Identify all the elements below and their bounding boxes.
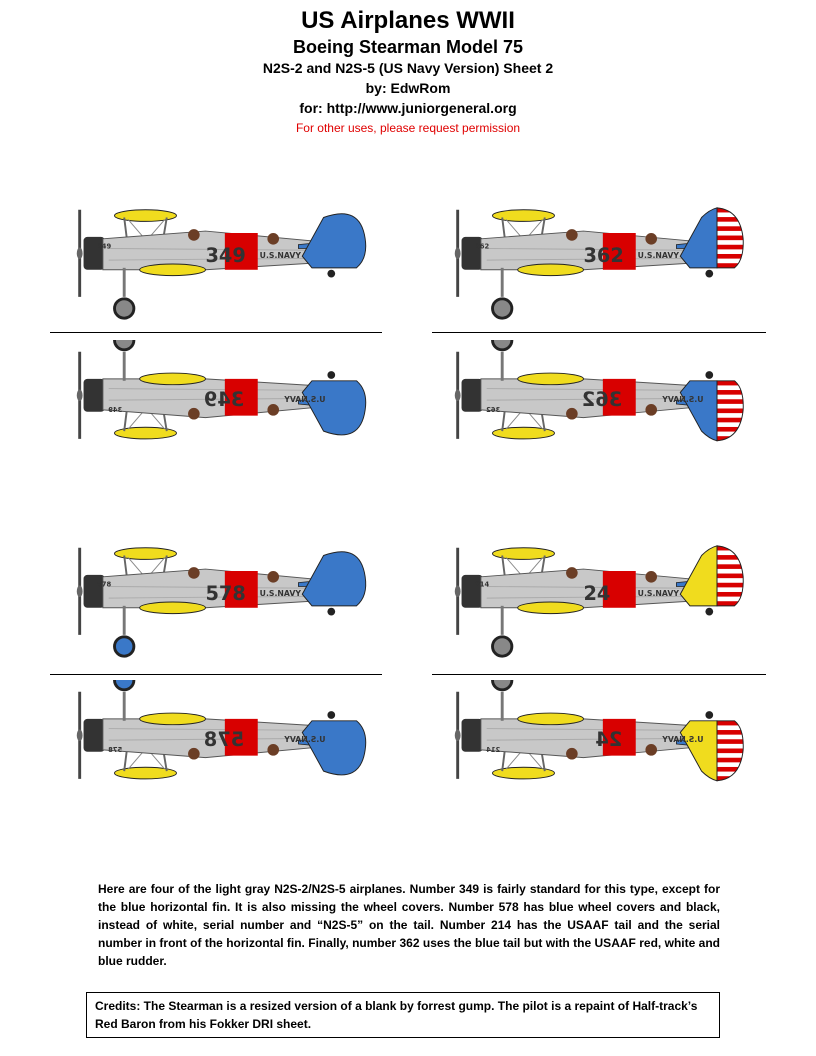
plane-small-number: 578	[97, 580, 112, 589]
plane-big-number: 24	[595, 727, 623, 751]
plane-big-number: 24	[583, 582, 611, 606]
divider-right-2	[432, 674, 766, 675]
plane-navy-label: U.S.NAVY	[259, 589, 301, 599]
header	[0, 6, 816, 138]
description-paragraph: Here are four of the light gray N2S-2/N2S-5 airplanes. Number 349 is fairly standard for this type, except for the blue horizontal fin. It is also missing the wheel covers. Number 578 has blue wheel covers and black, instead of white, serial number and “N2S-5” on the tail. Number 214 has the USAAF tail and the serial number in front of the horizontal fin. Finally, number 362 uses the blue tail but with the USAAF red, white and blue rudder.	[98, 882, 720, 968]
plane-navy-label: U.S.NAVY	[662, 735, 704, 745]
divider-left-1	[50, 332, 382, 333]
plane-214-top	[448, 536, 748, 666]
plane-362-bottom	[448, 340, 748, 470]
plane-578-bottom	[70, 680, 370, 810]
plane-navy-label: U.S.NAVY	[284, 395, 326, 405]
plane-349-top	[70, 198, 370, 328]
plane-small-number: 349	[108, 405, 123, 414]
plane-big-number: 362	[581, 387, 623, 411]
plane-small-number: 214	[486, 745, 501, 754]
plane-navy-label: U.S.NAVY	[284, 735, 326, 745]
plane-big-number: 578	[203, 727, 245, 751]
plane-navy-label: U.S.NAVY	[637, 251, 679, 261]
plane-214-bottom	[448, 680, 748, 810]
plane-small-number: 214	[475, 580, 490, 589]
page-title: US Airplanes WWII	[301, 7, 515, 34]
page-subtitle: Boeing Stearman Model 75	[292, 37, 524, 57]
plane-big-number: 349	[205, 244, 246, 268]
divider-right-1	[432, 332, 766, 333]
plane-navy-label: U.S.NAVY	[259, 251, 301, 261]
site-line: for: http://www.juniorgeneral.org	[299, 100, 517, 116]
plane-362-top	[448, 198, 748, 328]
plane-big-number: 349	[203, 387, 245, 411]
plane-small-number: 578	[108, 745, 123, 754]
plane-small-number: 349	[97, 242, 112, 251]
plane-navy-label: U.S.NAVY	[637, 589, 679, 599]
plane-big-number: 362	[583, 244, 624, 268]
plane-349-bottom	[70, 340, 370, 470]
plane-small-number: 362	[475, 242, 490, 251]
permission-notice: For other uses, please request permission	[295, 121, 521, 135]
plane-navy-label: U.S.NAVY	[662, 395, 704, 405]
version-line: N2S-2 and N2S-5 (US Navy Version) Sheet 2	[262, 60, 554, 76]
author-line: by: EdwRom	[365, 80, 451, 96]
plane-big-number: 578	[205, 582, 246, 606]
divider-left-2	[50, 674, 382, 675]
plane-578-top	[70, 536, 370, 666]
credits-box: Credits: The Stearman is a resized version of a blank by forrest gump. The pilot is a repaint of Half-track’s Red Baron from his Fokker DRI sheet.	[86, 992, 720, 1038]
plane-small-number: 362	[486, 405, 501, 414]
